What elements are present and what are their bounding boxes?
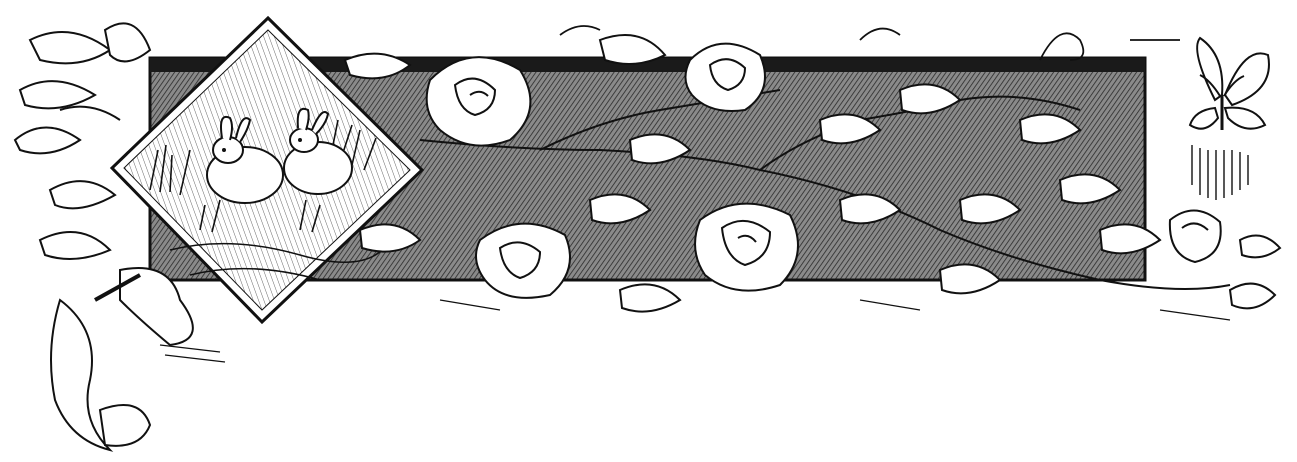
rose-icon (427, 57, 531, 145)
rose-icon (476, 224, 570, 298)
butterfly-shadow (1192, 145, 1248, 200)
ribbon (51, 268, 193, 450)
rose-icon (685, 44, 765, 111)
butterfly-icon (1190, 38, 1269, 130)
left-foliage (15, 23, 150, 259)
rose-icon (695, 204, 798, 291)
ground-hatching (160, 300, 1230, 362)
rose-bud-icon (1170, 210, 1221, 262)
